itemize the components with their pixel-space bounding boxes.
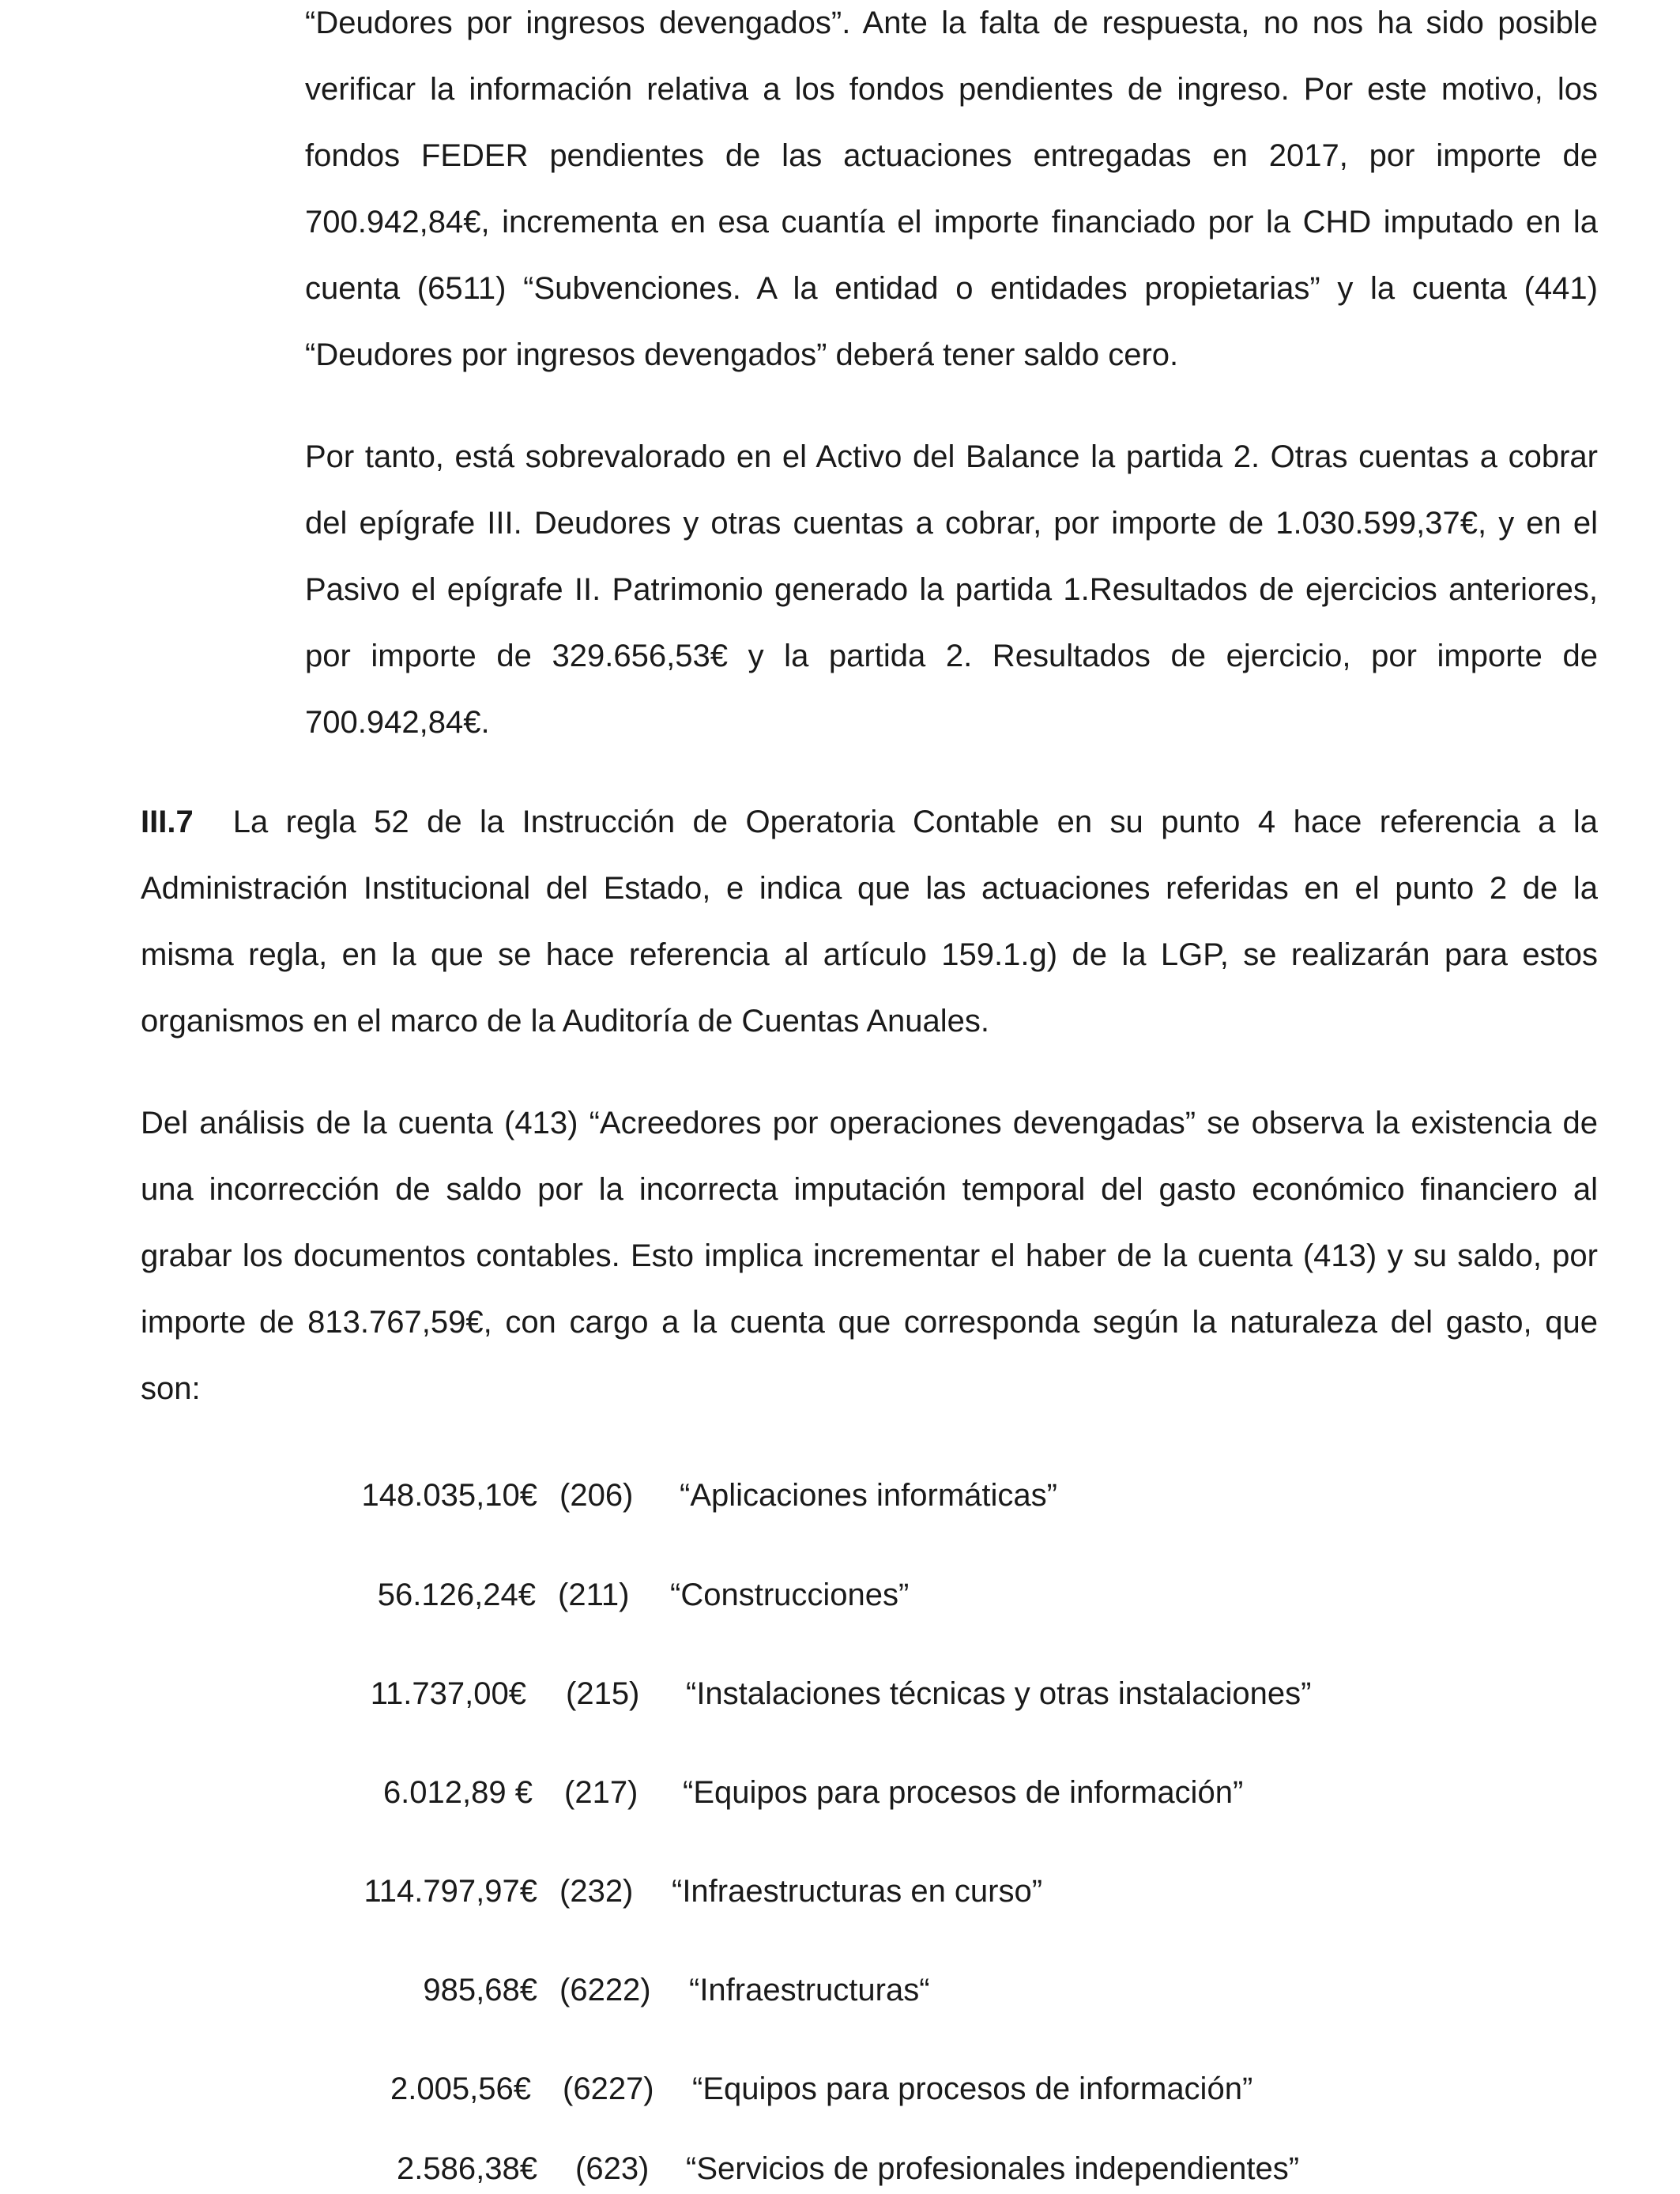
entry-account-code: (623)	[575, 2151, 650, 2186]
entry-amount: 985,68€	[423, 1973, 537, 2007]
entry-account-code: (217)	[564, 1775, 638, 1810]
entry-account-code: (215)	[566, 1676, 640, 1711]
entry-amount: 56.126,24€	[377, 1578, 536, 1612]
entry-account-code: (206)	[559, 1478, 634, 1513]
section-text: La regla 52 de la Instrucción de Operatoria Contable en su punto 4 hace referencia a la Administración Institucional del Estado, e indica que las actuaciones referidas en el punto 2 de la misma regla, en la que se hace referencia al artículo 159.1.g) de la LGP, se realizarán para estos organismos en el marco de la Auditoría de Cuentas Anuales.	[141, 805, 1598, 1039]
entry-account-code: (232)	[559, 1874, 634, 1909]
entry-description: “Infraestructuras“	[689, 1973, 930, 2007]
entry-amount: 2.586,38€	[397, 2151, 537, 2186]
entry-amount: 114.797,97€	[363, 1874, 537, 1909]
entry-description: “Servicios de profesionales independientes”	[686, 2151, 1300, 2186]
entry-account-code: (6222)	[559, 1973, 651, 2007]
entry-description: “Instalaciones técnicas y otras instalaciones”	[686, 1676, 1312, 1711]
entry-amount: 11.737,00€	[370, 1676, 526, 1711]
entry-account-code: (211)	[558, 1578, 630, 1612]
entry-description: “Aplicaciones informáticas”	[680, 1478, 1057, 1513]
entry-amount: 148.035,10€	[361, 1478, 537, 1513]
paragraph-acreedores: Del análisis de la cuenta (413) “Acreedores por operaciones devengadas” se observa la existencia de una incorrección de saldo por la incorrecta imputación temporal del gasto económico financiero al grabar los documentos contables. Esto implica incrementar el haber de la cuenta (413) y su saldo, por importe de 813.767,59€, con cargo a la cuenta que corresponda según la naturaleza del gasto, que son:	[141, 1106, 1598, 1406]
entry-description: “Infraestructuras en curso”	[672, 1874, 1043, 1909]
entry-amount: 2.005,56€	[390, 2071, 531, 2106]
entry-description: “Construcciones”	[670, 1578, 910, 1612]
paragraph-sobrevalorado: Por tanto, está sobrevalorado en el Activo del Balance la partida 2. Otras cuentas a cobrar del epígrafe III. Deudores y otras cuentas a cobrar, por importe de 1.030.599,37€, y en el Pasivo el epígrafe II. Patrimonio generado la partida 1.Resultados de ejercicios anteriores, por importe de 329.656,53€ y la partida 2. Resultados de ejercicio, por importe de 700.942,84€.	[305, 439, 1598, 740]
entry-description: “Equipos para procesos de información”	[692, 2071, 1253, 2106]
paragraph-deudores: “Deudores por ingresos devengados”. Ante la falta de respuesta, no nos ha sido posible verificar la información relativa a los fondos pendientes de ingreso. Por este motivo, los fondos FEDER pendientes de las actuaciones entregadas en 2017, por importe de 700.942,84€, incrementa en esa cuantía el importe financiado por la CHD imputado en la cuenta (6511) “Subvenciones. A la entidad o entidades propietarias” y la cuenta (441) “Deudores por ingresos devengados” deberá tener saldo cero.	[305, 6, 1598, 372]
entry-description: “Equipos para procesos de información”	[683, 1775, 1244, 1810]
entry-account-code: (6227)	[563, 2071, 654, 2106]
section-iii-7	[141, 789, 1598, 1054]
section-number: III.7	[141, 805, 194, 839]
entry-amount: 6.012,89 €	[382, 1775, 533, 1810]
